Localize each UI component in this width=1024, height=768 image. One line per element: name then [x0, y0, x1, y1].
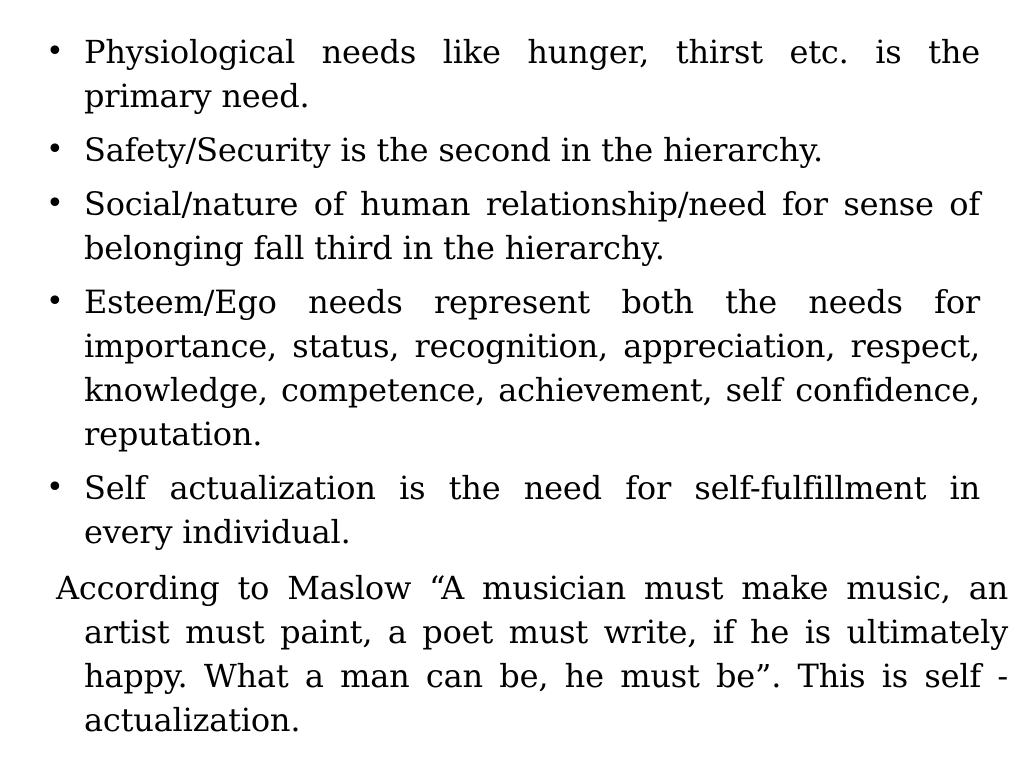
bullet-icon: •: [46, 186, 64, 221]
bullet-icon: •: [46, 132, 64, 167]
bullet-text: Safety/Security is the second in the hierarchy.: [84, 131, 823, 169]
bullet-text: Social/nature of human relationship/need for sense of belonging fall third in the hierarchy.: [84, 185, 980, 267]
bullet-text: Esteem/Ego needs represent both the needs for importance, status, recognition, appreciation, respect, knowledge, competence, achievement, self confidence, reputation.: [84, 283, 980, 453]
bullet-icon: •: [46, 470, 64, 505]
bullet-item-self-actualization: [46, 466, 980, 554]
maslow-quote-paragraph: According to Maslow “A musician must make music, an artist must paint, a poet must write, if he is ultimately happy. What a man can be, he must be”. This is self -actualization.: [56, 569, 1008, 739]
bullet-text: Self actualization is the need for self-fulfillment in every individual.: [84, 469, 980, 551]
bullet-item-esteem: [46, 280, 980, 456]
bullet-text: Physiological needs like hunger, thirst etc. is the primary need.: [84, 33, 980, 115]
bullet-item-social: [46, 182, 980, 270]
bullet-item-safety: [46, 128, 980, 172]
bullet-icon: •: [46, 284, 64, 319]
bullet-item-physiological: [46, 30, 980, 118]
bullet-icon: •: [46, 34, 64, 69]
bullet-list: [46, 30, 980, 564]
